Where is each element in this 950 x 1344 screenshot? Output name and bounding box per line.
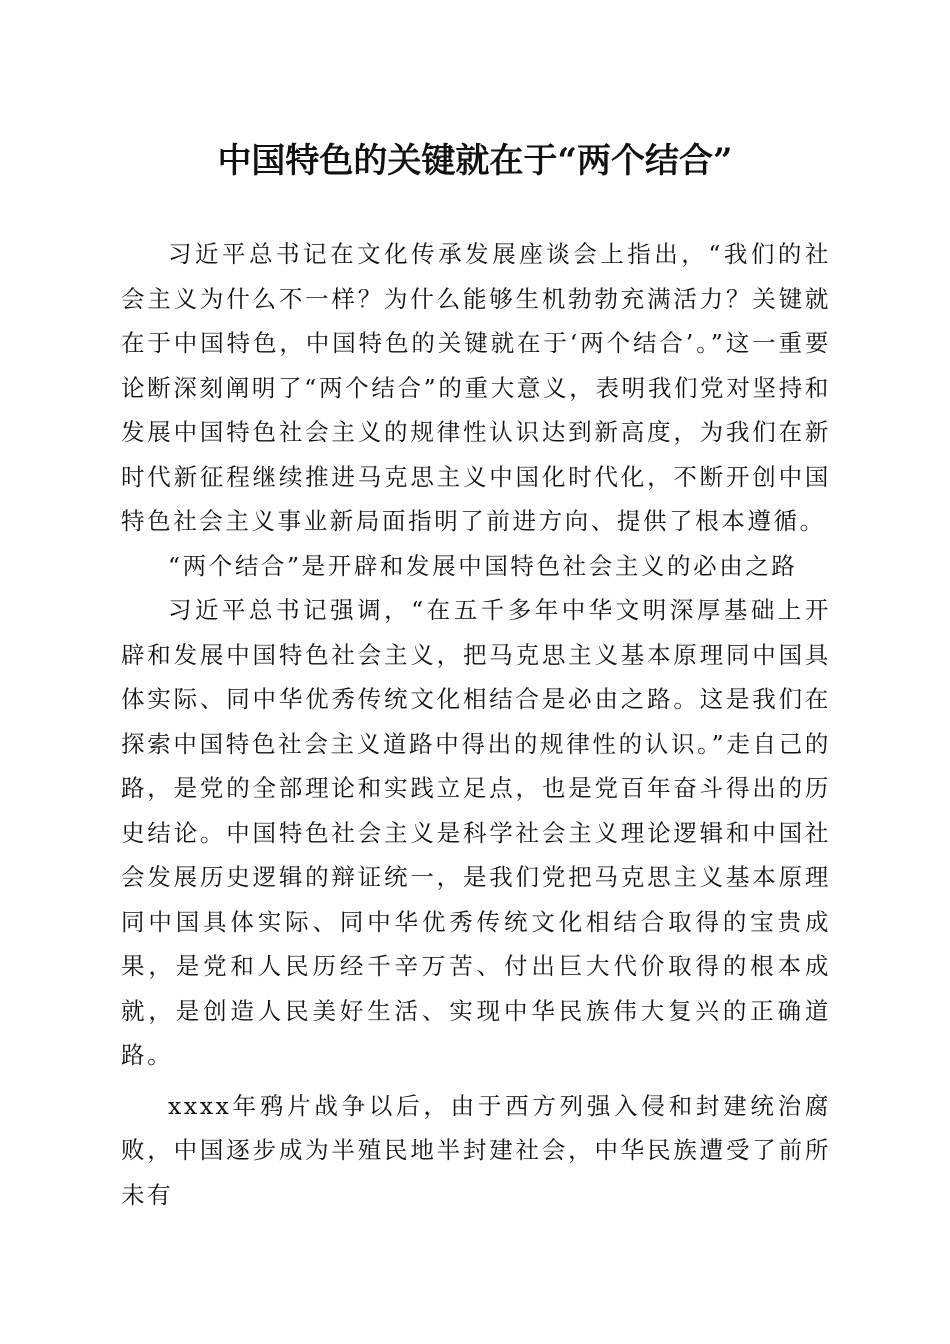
document-title: 中国特色的关键就在于“两个结合” xyxy=(217,141,733,181)
paragraph-road: 习近平总书记强调，“在五千多年中华文明深厚基础上开辟和发展中国特色社会主义，把马克思主义基本原理同中国具体实际、同中华优秀传统文化相结合是必由之路。这是我们在探索中国特色社会主义道路中得出的规律性的认识。”走自己的路，是党的全部理论和实践立足点，也是党百年奋斗得出的历史结论。中国特色社会主义是科学社会主义理论逻辑和中国社会发展历史逻辑的辩证统一，是我们党把马克思主义基本原理同中国具体实际、同中华优秀传统文化相结合取得的宝贵成果，是党和人民历经千辛万苦、付出巨大代价取得的根本成就，是创造人民美好生活、实现中华民族伟大复兴的正确道路。 xyxy=(121,596,831,1069)
document-body xyxy=(121,232,831,1217)
section-heading: “两个结合”是开辟和发展中国特色社会主义的必由之路 xyxy=(168,551,798,580)
paragraph-intro: 习近平总书记在文化传承发展座谈会上指出，“我们的社会主义为什么不一样？为什么能够生机勃勃充满活力？关键就在于中国特色，中国特色的关键就在于‘两个结合’。”这一重要论断深刻阐明了“两个结合”的重大意义，表明我们党对坚持和发展中国特色社会主义的规律性认识达到新高度，为我们在新时代新征程继续推进马克思主义中国化时代化，不断开创中国特色社会主义事业新局面指明了前进方向、提供了根本遵循。 xyxy=(121,240,831,535)
paragraph-history: xxxx年鸦片战争以后，由于西方列强入侵和封建统治腐败，中国逐步成为半殖民地半封建社会，中华民族遭受了前所未有 xyxy=(121,1091,831,1209)
